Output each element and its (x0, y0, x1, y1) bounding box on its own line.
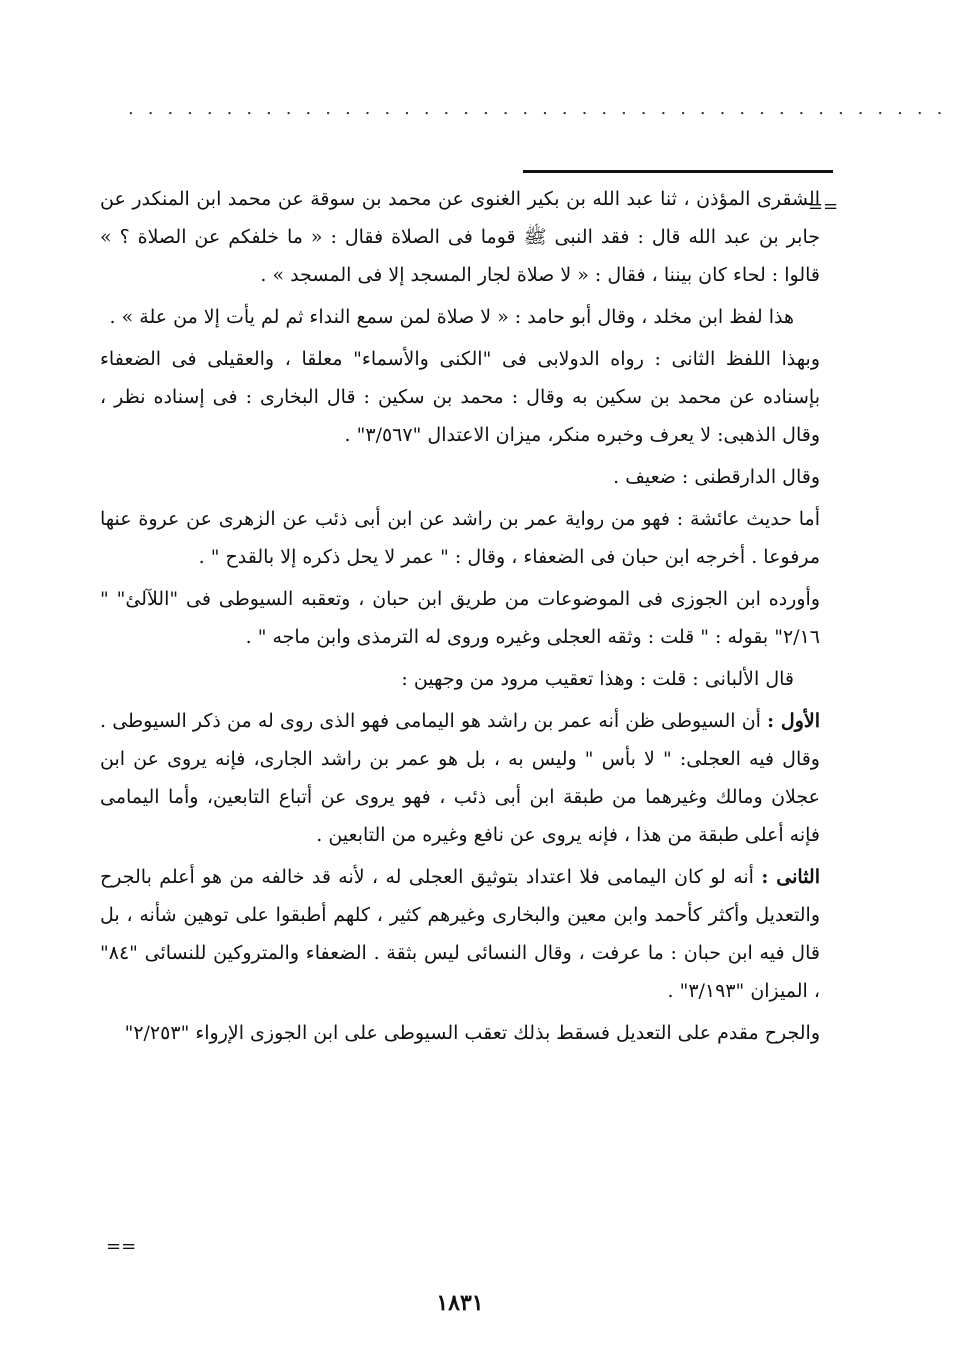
second-point-heading: الثانى : (761, 866, 821, 888)
paragraph-5: أما حديث عائشة : فهو من رواية عمر بن راشد عن ابن أبى ذئب عن الزهرى عن عروة عنها مرفوعا . أخرجه ابن حبان فى الضعفاء ، وقال : " عمر لا يحل ذكره إلا بالقدح " . (100, 508, 820, 568)
second-point-text: أنه لو كان اليمامى فلا اعتداد بتوثيق العجلى له ، لأنه قد خالفه من هو أعلم بالجرح والتعديل وأكثر كأحمد وابن معين والبخارى وغيرهم كثير ، كلهم أطبقوا على توهين شأنه ، بل قال فيه ابن حبان : ما عرفت ، وقال النسائى ليس بثقة . الضعفاء والمتروكين للنسائى "٨٤" ، الميزان "٣/١٩٣" . (100, 866, 820, 1002)
paragraph-4: وقال الدارقطنى : ضعيف . (613, 466, 820, 488)
closing-paragraph: والجرح مقدم على التعديل فسقط بذلك تعقب السيوطى على ابن الجوزى الإرواء "٢/٢٥٣" (124, 1022, 820, 1044)
header-dotted-line: .......................................... (128, 98, 956, 119)
continuation-mark-top: == (808, 196, 839, 217)
paragraph-2: هذا لفظ ابن مخلد ، وقال أبو حامد : « لا صلاة لمن سمع النداء ثم لم يأت إلا من علة » . (109, 306, 794, 328)
paragraph-1: الشقرى المؤذن ، ثنا عبد الله بن بكير الغنوى عن محمد بن سوقة عن محمد ابن المنكدر عن جابر بن عبد الله قال : فقد النبى ﷺ قوما فى الصلاة فقال : « ما خلفكم عن الصلاة ؟ » قالوا : لحاء كان بيننا ، فقال : « لا صلاة لجار المسجد إلا فى المسجد » . (100, 188, 820, 286)
paragraph-3: وبهذا اللفظ الثانى : رواه الدولابى فى "الكنى والأسماء" معلقا ، والعقيلى فى الضعفاء بإسناده عن محمد بن سكين به وقال : محمد بن سكين : قال البخارى : فى إسناده نظر ، وقال الذهبى: لا يعرف وخبره منكر، ميزان الاعتدال "٣/٥٦٧" . (100, 348, 820, 446)
footnote-separator-rule (523, 170, 833, 173)
footnote-body (100, 180, 820, 1056)
continuation-mark-bottom: == (106, 1236, 137, 1257)
first-point-heading: الأول : (767, 710, 820, 732)
first-point (100, 702, 820, 854)
page-number: ١٨٣١ (436, 1290, 484, 1316)
paragraph-7: قال الألبانى : قلت : وهذا تعقيب مرود من وجهين : (401, 668, 794, 690)
second-point (100, 858, 820, 1010)
paragraph-6: وأورده ابن الجوزى فى الموضوعات من طريق ابن حبان ، وتعقبه السيوطى فى "اللآلئ" " ٢/١٦" بقوله : " قلت : وثقه العجلى وغيره وروى له الترمذى وابن ماجه " . (100, 588, 820, 648)
first-point-text: أن السيوطى ظن أنه عمر بن راشد هو اليمامى فهو الذى روى له من ذكر السيوطى . وقال فيه العجلى: " لا بأس " وليس به ، بل هو عمر بن راشد الجارى، فإنه يروى عن ابن عجلان ومالك وغيرهما من طبقة ابن أبى ذئب ، فهو يروى عن أتباع التابعين، وأما اليمامى فإنه أعلى طبقة من هذا ، فإنه يروى عن نافع وغيره من التابعين . (100, 710, 820, 846)
